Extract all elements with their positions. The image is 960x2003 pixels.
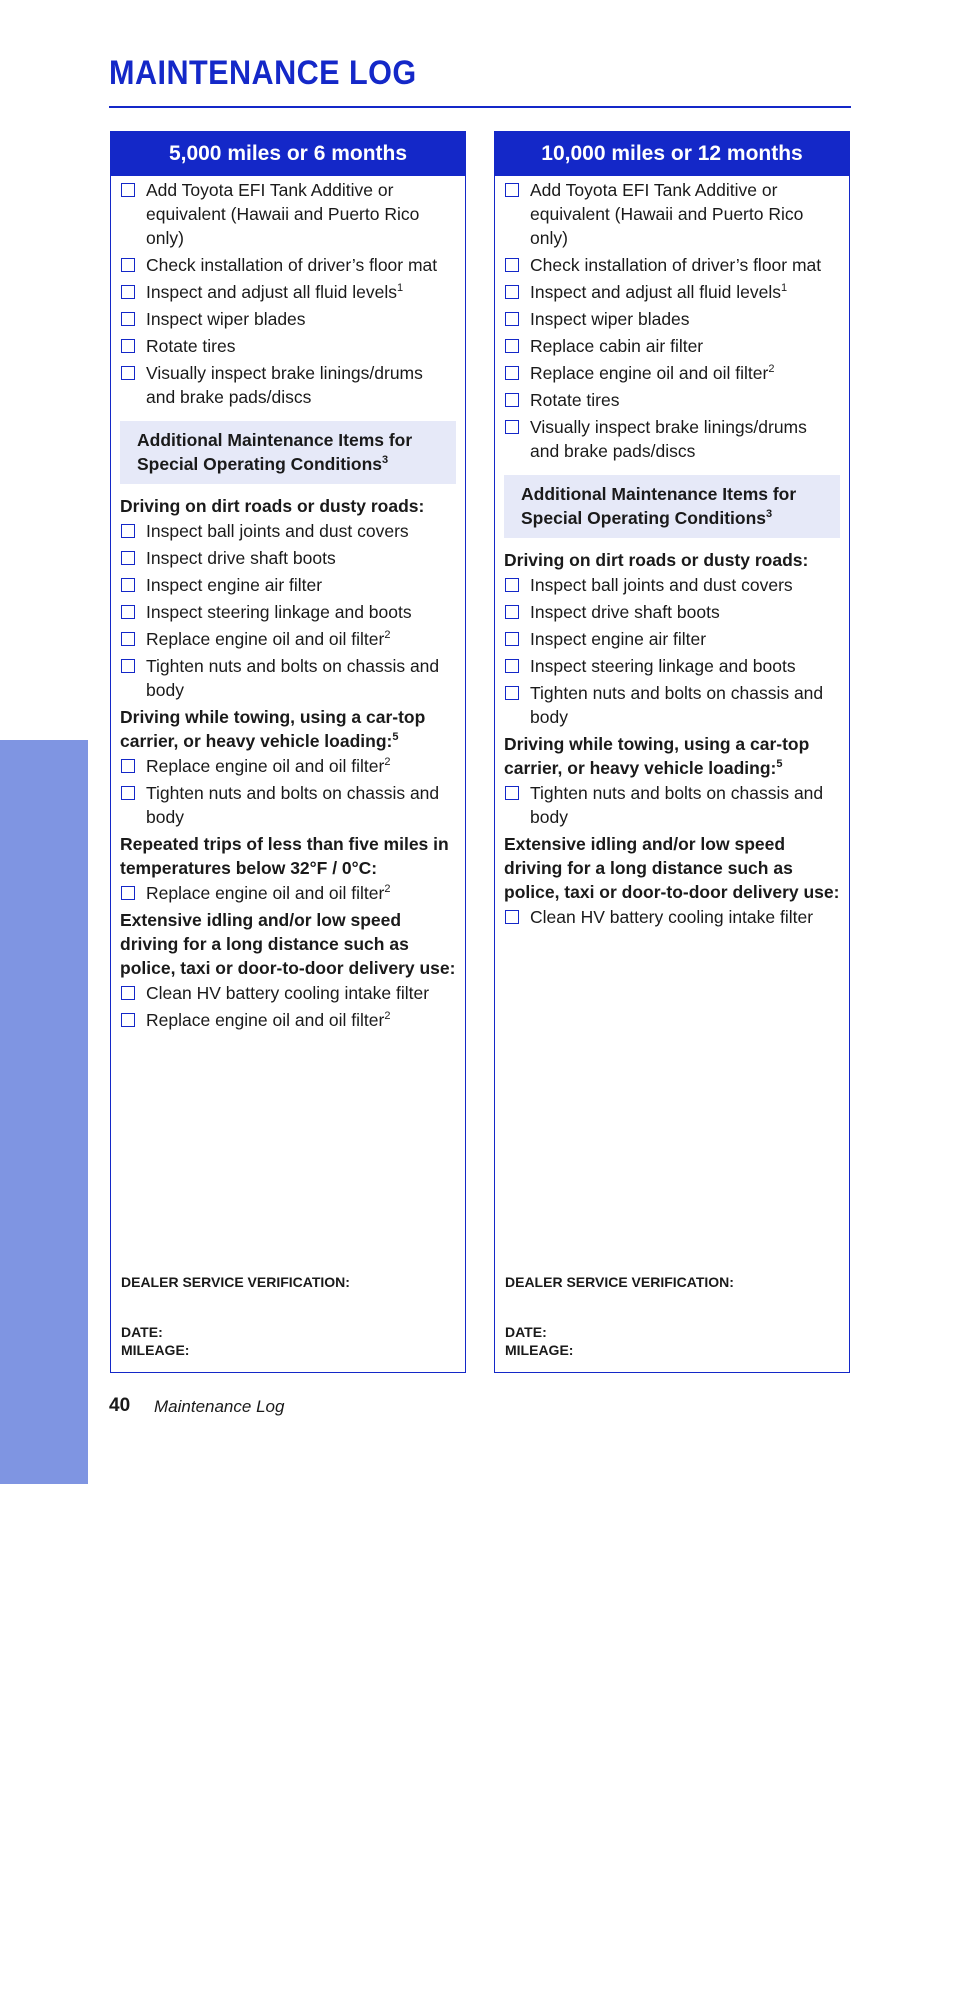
checklist-item [120,981,456,1005]
mileage-label: MILEAGE: [505,1342,574,1358]
condition-heading: Driving on dirt roads or dusty roads: [120,496,425,516]
item-text: Inspect drive shaft boots [146,548,336,568]
checkbox-icon[interactable] [121,786,135,800]
checklist-item [120,253,456,277]
verification-label: DEALER SERVICE VERIFICATION: [505,1274,734,1290]
checklist-item [504,334,840,358]
item-text: Inspect ball joints and dust covers [530,575,793,595]
footnote-ref: 1 [780,282,788,294]
checklist-item [504,415,840,463]
checkbox-icon[interactable] [505,578,519,592]
checklist-item [120,178,456,250]
item-text: Replace engine oil and oil filter$^2$ [146,756,391,776]
column-body [111,176,465,1032]
checklist-item [120,881,456,905]
date-label: DATE: [505,1324,547,1340]
item-text: Add Toyota EFI Tank Additive or equivalent (Hawaii and Puerto Rico only) [146,180,420,248]
item-text: Tighten nuts and bolts on chassis and body [146,656,440,700]
checkbox-icon[interactable] [505,786,519,800]
item-text: Rotate tires [146,336,236,356]
condition-heading: Extensive idling and/or low speed driving for a long distance such as police, taxi or door-to-door delivery use: [120,910,456,978]
checklist-item [504,388,840,412]
footnote-ref: 2 [384,1010,391,1022]
title-divider [109,106,851,108]
side-tab-label: MAINTENANCE [24,1700,67,2003]
item-text: Replace cabin air filter [530,336,704,356]
item-text: Replace engine oil and oil filter$^2$ [146,1010,391,1030]
checklist-item [504,600,840,624]
checkbox-icon[interactable] [121,339,135,353]
item-text: Inspect wiper blades [530,309,690,329]
mileage-label: MILEAGE: [121,1342,190,1358]
column-body [495,176,849,929]
checkbox-icon[interactable] [121,312,135,326]
checklist-item [504,178,840,250]
checkbox-icon[interactable] [505,420,519,434]
checklist-item [504,573,840,597]
condition-heading: Driving while towing, using a car-top carrier, or heavy vehicle loading:$^5$ [120,707,426,751]
checklist-item [120,600,456,624]
item-text: Rotate tires [530,390,620,410]
footer-label: Maintenance Log [154,1397,285,1416]
item-text: Inspect steering linkage and boots [146,602,412,622]
checklist-item [504,253,840,277]
checkbox-icon[interactable] [505,632,519,646]
condition-heading: Driving on dirt roads or dusty roads: [504,550,809,570]
checklist-item [120,361,456,409]
item-text: Inspect steering linkage and boots [530,656,796,676]
item-text: Clean HV battery cooling intake filter [530,907,814,927]
checkbox-icon[interactable] [121,551,135,565]
item-text: Check installation of driver’s floor mat [146,255,438,275]
checkbox-icon[interactable] [121,366,135,380]
checklist-item [504,361,840,385]
checkbox-icon[interactable] [505,312,519,326]
checklist-item [120,754,456,778]
checklist-item [120,307,456,331]
checklist-item [120,781,456,829]
checkbox-icon[interactable] [121,632,135,646]
footnote-ref: 2 [384,883,391,895]
item-text: Replace engine oil and oil filter$^2$ [146,629,391,649]
checklist-item [504,307,840,331]
interval-header: 10,000 miles or 12 months [495,132,849,176]
checkbox-icon[interactable] [121,578,135,592]
checkbox-icon[interactable] [121,258,135,272]
checklist-item [504,280,840,304]
item-text: Tighten nuts and bolts on chassis and body [530,683,824,727]
footnote-ref: 3 [766,508,773,520]
side-tab [0,740,88,2003]
checkbox-icon[interactable] [121,605,135,619]
checkbox-icon[interactable] [121,183,135,197]
checkbox-icon[interactable] [505,686,519,700]
item-text: Clean HV battery cooling intake filter [146,983,430,1003]
item-text: Inspect ball joints and dust covers [146,521,409,541]
condition-heading: Driving while towing, using a car-top carrier, or heavy vehicle loading:$^5$ [504,734,810,778]
checkbox-icon[interactable] [505,393,519,407]
checklist-item [120,654,456,702]
interval-header: 5,000 miles or 6 months [111,132,465,176]
item-text: Visually inspect brake linings/drums and brake pads/discs [530,417,807,461]
page-title: MAINTENANCE LOG [109,54,417,92]
checkbox-icon[interactable] [505,339,519,353]
checklist-item [120,627,456,651]
footnote-ref: 5 [392,731,399,743]
item-text: Add Toyota EFI Tank Additive or equivalent (Hawaii and Puerto Rico only) [530,180,804,248]
footnote-ref: 2 [384,629,391,641]
checklist-item [120,546,456,570]
checklist-item [120,334,456,358]
item-text: Inspect engine air filter [530,629,707,649]
footnote-ref: 2 [384,756,391,768]
checklist-item [120,519,456,543]
checklist-item [504,905,840,929]
item-text: Inspect engine air filter [146,575,323,595]
checkbox-icon[interactable] [121,285,135,299]
checkbox-icon[interactable] [121,886,135,900]
checklist-item [504,781,840,829]
checkbox-icon[interactable] [505,183,519,197]
checkbox-icon[interactable] [121,524,135,538]
checklist-item [120,573,456,597]
condition-heading: Extensive idling and/or low speed driving for a long distance such as police, taxi or door-to-door delivery use: [504,834,840,902]
checkbox-icon[interactable] [121,759,135,773]
dealer-verification [121,1273,350,1359]
item-text: Tighten nuts and bolts on chassis and body [146,783,440,827]
checkbox-icon[interactable] [121,659,135,673]
item-text: Tighten nuts and bolts on chassis and body [530,783,824,827]
checklist-item [504,627,840,651]
checkbox-icon[interactable] [505,366,519,380]
checkbox-icon[interactable] [121,986,135,1000]
checkbox-icon[interactable] [505,910,519,924]
date-label: DATE: [121,1324,163,1340]
item-text: Inspect drive shaft boots [530,602,720,622]
special-conditions-box: Additional Maintenance Items for Special Operating Conditions$^3$ [120,421,456,484]
item-text: Inspect and adjust all fluid levels$^1$ [146,282,404,302]
checklist-item [504,681,840,729]
checkbox-icon[interactable] [505,605,519,619]
item-text: Inspect wiper blades [146,309,306,329]
interval-column-10000 [494,131,850,1373]
item-text: Check installation of driver’s floor mat [530,255,822,275]
condition-heading: Repeated trips of less than five miles in temperatures below 32°F / 0°C: [120,834,449,878]
footnote-ref: 2 [768,363,775,375]
dealer-verification [505,1273,734,1359]
checklist-item [504,654,840,678]
item-text: Replace engine oil and oil filter$^2$ [530,363,775,383]
checkbox-icon[interactable] [505,659,519,673]
footnote-ref: 5 [776,758,783,770]
checkbox-icon[interactable] [505,285,519,299]
checkbox-icon[interactable] [121,1013,135,1027]
footnote-ref: 3 [382,454,389,466]
checkbox-icon[interactable] [505,258,519,272]
verification-label: DEALER SERVICE VERIFICATION: [121,1274,350,1290]
checklist-item [120,1008,456,1032]
interval-column-5000 [110,131,466,1373]
page-number: 40 [109,1395,131,1416]
special-conditions-box: Additional Maintenance Items for Special Operating Conditions$^3$ [504,475,840,538]
footnote-ref: 1 [396,282,404,294]
item-text: Replace engine oil and oil filter$^2$ [146,883,391,903]
checklist-item [120,280,456,304]
item-text: Visually inspect brake linings/drums and brake pads/discs [146,363,423,407]
item-text: Inspect and adjust all fluid levels$^1$ [530,282,788,302]
